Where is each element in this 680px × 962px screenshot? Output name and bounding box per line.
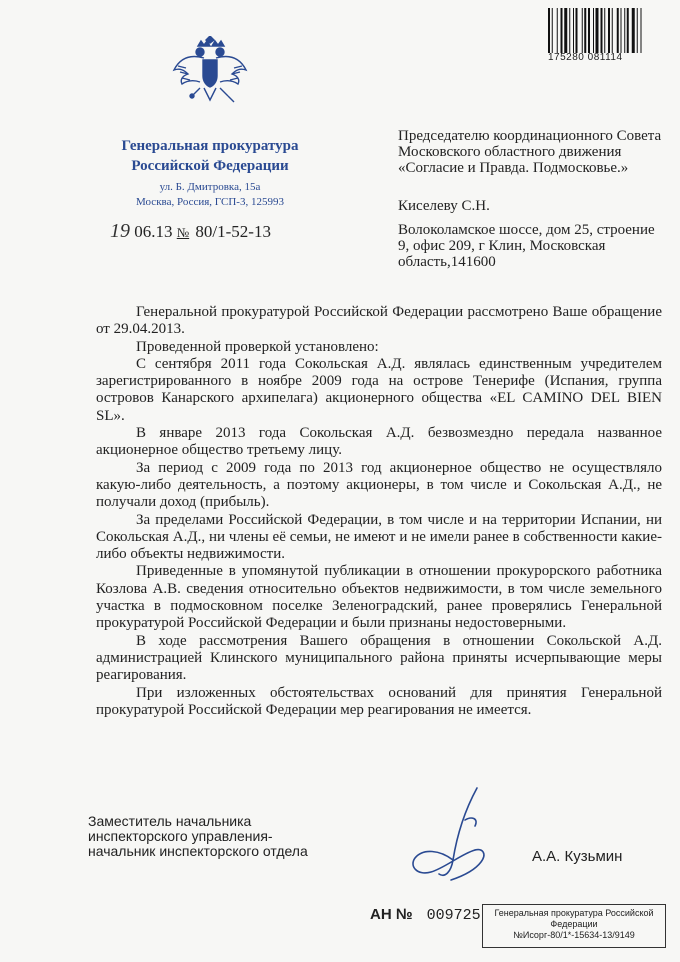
barcode-bar (641, 8, 642, 53)
handwritten-signature (405, 780, 505, 885)
outgoing-number: 80/1-52-13 (195, 222, 271, 241)
paragraph: В ходе рассмотрения Вашего обращения в отношении Сокольской А.Д. администрацией Клинского муниципального района приняты исчерпывающие меры реагирования. (96, 632, 662, 684)
sender-org-line1: Генеральная прокуратура (121, 138, 299, 154)
date: 06.13 (134, 222, 173, 241)
signatory-title-line: инспекторского управления- (88, 828, 273, 844)
barcode (548, 8, 668, 53)
sender-address-line2: Москва, Россия, ГСП-3, 125993 (136, 196, 284, 208)
barcode-number: 175280 081114 (548, 52, 623, 63)
signatory-title-line: Заместитель начальника (88, 813, 252, 829)
signatory-title-line: начальник инспекторского отдела (88, 843, 308, 859)
double-headed-eagle-emblem-icon (170, 36, 250, 106)
barcode-bar (612, 8, 613, 53)
barcode-bar (632, 8, 635, 53)
barcode-bar (627, 8, 629, 53)
barcode-bar (617, 8, 619, 53)
barcode-bar (584, 8, 586, 53)
sender-address (110, 180, 310, 210)
barcode-bar (569, 8, 570, 53)
barcode-bar (624, 8, 625, 53)
barcode-bar (601, 8, 603, 53)
barcode-bar (593, 8, 594, 53)
barcode-bar (557, 8, 558, 53)
paragraph: Проведенной проверкой установлено: (136, 338, 379, 355)
barcode-bar (588, 8, 590, 53)
barcode-bar (576, 8, 578, 53)
recipient-address: Волоколамское шоссе, дом 25, строение 9, офис 209, г Клин, Московская область,141600 (398, 222, 655, 270)
form-serial (370, 906, 481, 924)
stamp-line: №Исорг-80/1*-15634-13/9149 (513, 930, 635, 940)
signatory-name: А.А. Кузьмин (532, 848, 623, 865)
barcode-bar (637, 8, 638, 53)
barcode-bar (608, 8, 610, 53)
paragraph: При изложенных обстоятельствах оснований для принятия Генеральной прокуратурой Российской Федерации мер реагирования не имеется. (96, 684, 662, 718)
letter-body (96, 304, 662, 719)
number-prefix: № (176, 225, 190, 240)
recipient-name: Киселеву С.Н. (398, 198, 490, 214)
barcode-bar (573, 8, 574, 53)
paragraph: За период с 2009 года по 2013 год акционерное общество не осуществляло какую-либо деятельность, а поэтому акционеры, в том числе и Сокольская А.Д., не получали доход (прибыль). (96, 459, 662, 511)
sender-organization (110, 136, 310, 176)
barcode-bar (604, 8, 605, 53)
paragraph: Генеральной прокуратурой Российской Федерации рассмотрено Ваше обращение от 29.04.2013. (96, 304, 662, 338)
form-serial-number: 009725 (426, 907, 481, 924)
barcode-bar (582, 8, 583, 53)
barcode-bar (596, 8, 599, 53)
recipient-title: Председателю координационного Совета Московского областного движения «Согласие и Правда. Подмосковье.» (398, 128, 662, 176)
paragraph: За пределами Российской Федерации, в том числе и на территории Испании, ни Сокольская А.Д., ни члены её семьи, не имеют и не имели ранее в собственности какие-либо объекты недвижимости. (96, 511, 662, 563)
barcode-bar (548, 8, 550, 53)
barcode-bar (552, 8, 553, 53)
sender-address-line1: ул. Б. Дмитровка, 15а (159, 181, 261, 193)
sender-org-line2: Российской Федерации (131, 158, 289, 174)
registration-stamp (482, 904, 666, 948)
form-serial-label: АН № (370, 906, 413, 923)
paragraph: Приведенные в упомянутой публикации в отношении прокурорского работника Козлова А.В. сведения относительно объектов недвижимости, в том числе земельного участка в подмосковном поселке Зеленоградский, ранее проверялись Генеральной прокуратурой Российской Федерации и были признаны недостоверными. (96, 563, 662, 632)
reference-line (110, 220, 271, 243)
signatory-title (88, 814, 308, 859)
barcode-bar (561, 8, 563, 53)
paragraph: С сентября 2011 года Сокольская А.Д. являлась единственным учредителем зарегистрированного в ноябре 2009 года на острове Тенерифе (Испания, группа островов Канарского архипелага) акционерного общества «EL CAMINO DEL BIEN SL». (96, 355, 662, 424)
stamp-line: Федерации (550, 919, 598, 929)
barcode-bar (564, 8, 567, 53)
barcode-bar (621, 8, 622, 53)
date-handwritten: 19 (110, 220, 130, 242)
paragraph: В январе 2013 года Сокольская А.Д. безвозмездно передала названное акционерное общество третьему лицу. (96, 425, 662, 459)
stamp-line: Генеральная прокуратура Российской (494, 908, 654, 918)
